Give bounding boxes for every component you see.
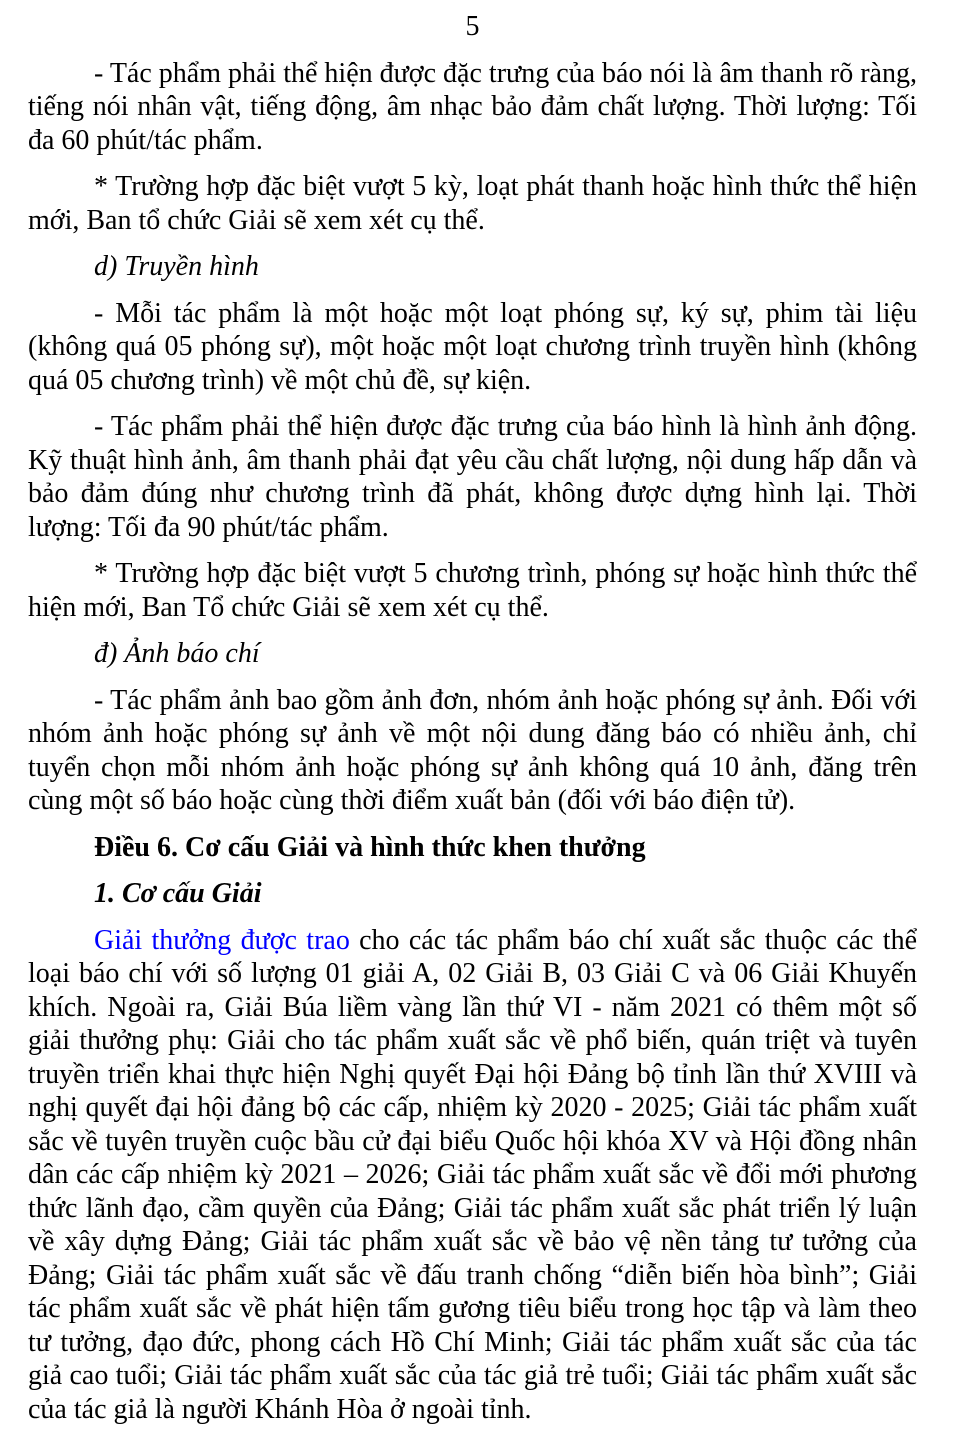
page-number: 5 bbox=[465, 11, 480, 42]
para-tv-episode-rules: - Mỗi tác phẩm là một hoặc một loạt phóng sự, ký sự, phim tài liệu (không quá 05 phóng sự), một hoặc một loạt chương trình truyền hình (không quá 05 chương trình) về một chủ đề, sự kiện. bbox=[28, 297, 917, 396]
award-structure-body-text: cho các tác phẩm báo chí xuất sắc thuộc các thể loại báo chí với số lượng 01 giải A, 02 Giải B, 03 Giải C và 06 Giải Khuyến khích. Ngoài ra, Giải Búa liềm vàng lần thứ VI - năm 2021 có thêm một số giải thưởng phụ: Giải cho tác phẩm xuất sắc về phổ biến, quán triệt và tuyên truyền triển khai thực hiện Nghị quyết Đại hội Đảng bộ tỉnh lần thứ XVIII và nghị quyết đại hội đảng bộ các cấp, nhiệm kỳ 2020 - 2025; Giải tác phẩm xuất sắc về tuyên truyền cuộc bầu cử đại biểu Quốc hội khóa XV và Hội đồng nhân dân các cấp nhiệm kỳ 2021 – 2026; Giải tác phẩm xuất sắc về đổi mới phương thức lãnh đạo, cầm quyền của Đảng; Giải tác phẩm xuất sắc phát triển lý luận về xây dựng Đảng; Giải tác phẩm xuất sắc về bảo vệ nền tảng tư tưởng của Đảng; Giải tác phẩm xuất sắc về đấu tranh chống “diễn biến hòa bình”; Giải tác phẩm xuất sắc về phát hiện tấm gương tiêu biểu trong học tập và làm theo tư tưởng, đạo đức, phong cách Hồ Chí Minh; Giải tác phẩm xuất sắc của tác giả cao tuổi; Giải tác phẩm xuất sắc của tác giả trẻ tuổi; Giải tác phẩm xuất sắc của tác giả là người Khánh Hòa ở ngoài tỉnh. bbox=[28, 924, 917, 1425]
para-radio-characteristics: - Tác phẩm phải thể hiện được đặc trưng của báo nói là âm thanh rõ ràng, tiếng nói nhân vật, tiếng động, âm nhạc bảo đảm chất lượng. Thời lượng: Tối đa 60 phút/tác phẩm. bbox=[28, 57, 917, 156]
heading-article-6: Điều 6. Cơ cấu Giải và hình thức khen thưởng bbox=[94, 831, 646, 863]
para-radio-special-case: * Trường hợp đặc biệt vượt 5 kỳ, loạt phát thanh hoặc hình thức thể hiện mới, Ban tổ chức Giải sẽ xem xét cụ thể. bbox=[28, 171, 917, 236]
para-award-structure bbox=[28, 924, 917, 1427]
heading-item-dd-press-photo: đ) Ảnh báo chí bbox=[94, 638, 260, 669]
heading-section-1: 1. Cơ cấu Giải bbox=[94, 878, 262, 909]
heading-item-d-television: d) Truyền hình bbox=[94, 251, 259, 282]
award-grant-link[interactable]: Giải thưởng được trao bbox=[94, 924, 350, 956]
para-tv-special-case: * Trường hợp đặc biệt vượt 5 chương trình, phóng sự hoặc hình thức thể hiện mới, Ban Tổ chức Giải sẽ xem xét cụ thể. bbox=[28, 558, 917, 623]
para-photo-rules: - Tác phẩm ảnh bao gồm ảnh đơn, nhóm ảnh hoặc phóng sự ảnh. Đối với nhóm ảnh hoặc phóng sự ảnh về một nội dung đăng báo có nhiều ảnh, chỉ tuyển chọn mỗi nhóm ảnh hoặc phóng sự ảnh không quá 10 ảnh, đăng trên cùng một số báo hoặc cùng thời điểm xuất bản (đối với báo điện tử). bbox=[28, 684, 917, 816]
para-tv-characteristics: - Tác phẩm phải thể hiện được đặc trưng của báo hình là hình ảnh động. Kỹ thuật hình ảnh, âm thanh phải đạt yêu cầu chất lượng, nội dung hấp dẫn và bảo đảm đúng như chương trình đã phát, không được dựng hình lại. Thời lượng: Tối đa 90 phút/tác phẩm. bbox=[28, 411, 917, 543]
